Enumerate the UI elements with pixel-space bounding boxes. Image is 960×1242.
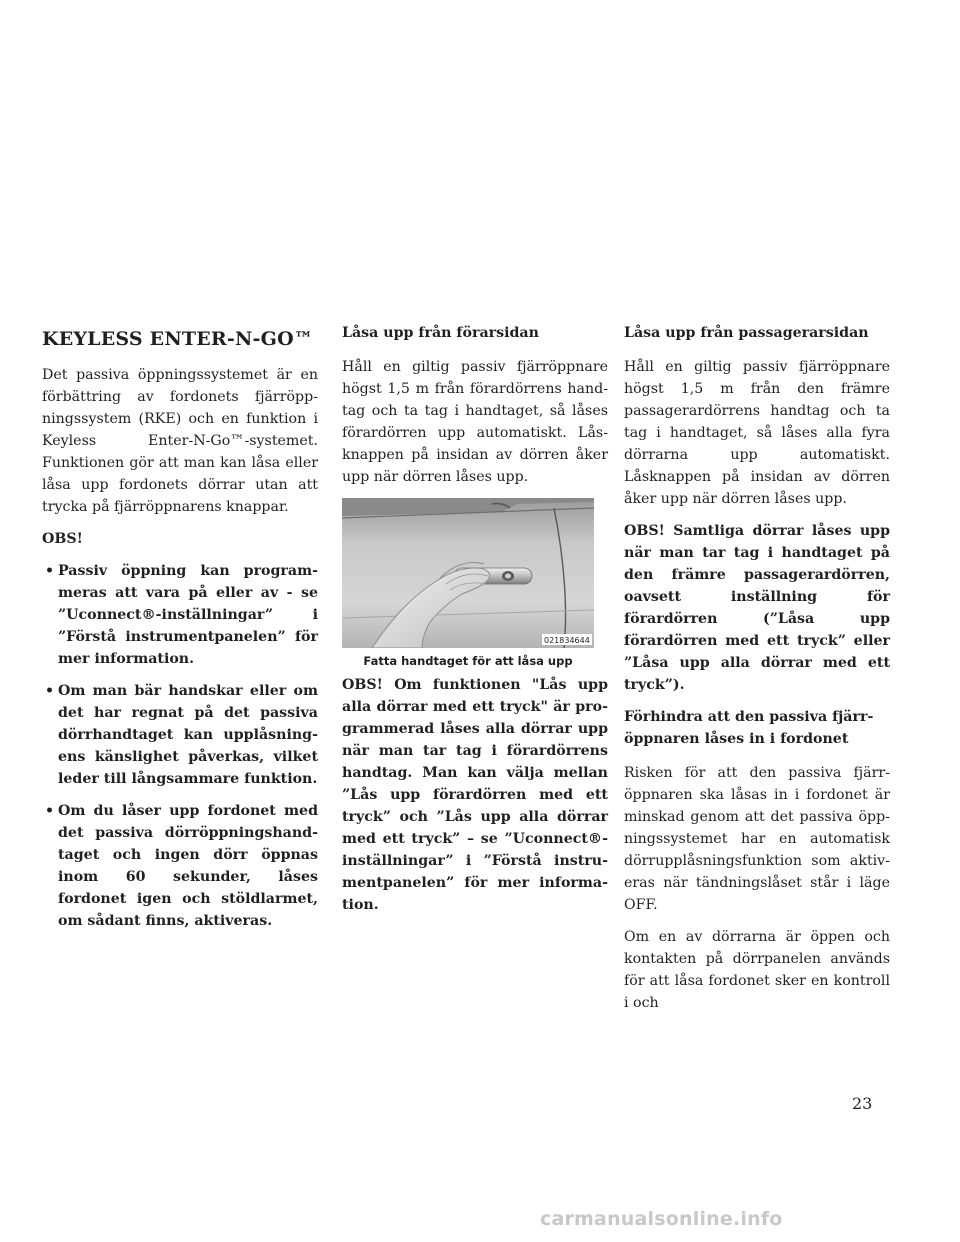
prevent-lockin-paragraph: Risken för att den passiva fjärröppnaren ska låsas in i fordonet är minskad genom att det passiva öppningssystemet har en automatisk dörrupplåsningsfunktion som aktiveras när tändningslåset står i läge OFF. (624, 765, 890, 913)
bullet-item: • Passiv öppning kan programmeras att vara på eller av - se ”Uconnect®-inställningar” i ”Förstå instrumentpanelen” för mer information. (42, 560, 318, 670)
hand-grabbing-handle-illustration (342, 498, 594, 648)
column-right (624, 322, 890, 1024)
section-title: KEYLESS ENTER-N-GO™ (42, 328, 314, 350)
subheading-prevent-lockin: Förhindra att den passiva fjärröppnaren låses in i fordonet (624, 709, 874, 747)
driver-side-note: OBS! Om funktionen "Lås upp alla dörrar med ett tryck" är programmerad låses alla dörrar upp när man tar tag i förardörrens handtag. Man kan välja mellan ”Lås upp förardörren med ett tryck” och ”Lås upp alla dörrar med ett tryck” – se ”Uconnect®-inställningar” i ”Förstå instrumentpanelen” för mer information. (342, 677, 608, 913)
subheading-passenger-side: Låsa upp från passagerarsidan (624, 325, 869, 341)
note-label: OBS! (42, 531, 83, 547)
passenger-side-note: OBS! Samtliga dörrar låses upp när man tar tag i handtaget på den främre passagerardörren, oavsett inställning för förardörren (”Låsa upp förardörren med ett tryck” eller ”Låsa upp alla dörrar med ett tryck”). (624, 523, 890, 693)
bullet-item: • Om man bär handskar eller om det har regnat på det passiva dörrhandtaget kan upplåsningens känslighet påverkas, vilket leder till långsammare funktion. (42, 680, 318, 790)
door-handle-figure (342, 498, 608, 668)
figure-caption: Fatta handtaget för att låsa upp (363, 654, 573, 668)
column-left (42, 322, 318, 942)
bullet-item: • Om du låser upp fordonet med det passiva dörröppningshandtaget och ingen dörr öppnas inom 60 sekunder, låses fordonet igen och stöldlarmet, om sådant finns, aktiveras. (42, 800, 318, 932)
door-open-paragraph: Om en av dörrarna är öppen och kontakten på dörrpanelen används för att låsa fordonet sker en kontroll i och (624, 929, 890, 1011)
subheading-driver-side: Låsa upp från förarsidan (342, 325, 539, 341)
passenger-side-paragraph: Håll en giltig passiv fjärröppnare högst 1,5 m från den främre passagerardörrens handtag och ta tag i handtaget, så låses alla fyra dörrarna upp automatiskt. Låsknappen på insidan av dörren åker upp när dörren låses upp. (624, 359, 890, 507)
figure-code: 021834644 (544, 636, 590, 645)
column-middle (342, 322, 608, 926)
note-bullet-list (42, 560, 318, 932)
driver-side-paragraph: Håll en giltig passiv fjärröppnare högst 1,5 m från förardörrens handtag och ta tag i handtaget, så låses förardörren upp automatiskt. Låsknappen på insidan av dörren åker upp när dörren låses upp. (342, 359, 608, 485)
intro-paragraph: Det passiva öppningssystemet är en förbättring av fordonets fjärröppningssystem (RKE) och en funktion i Keyless Enter-N-Go™-systemet. Funktionen gör att man kan låsa eller låsa upp fordonets dörrar utan att trycka på fjärröppnarens knappar. (42, 367, 318, 515)
page-number: 23 (852, 1094, 873, 1113)
door-handle-photo (342, 498, 594, 648)
watermark: carmanualsonline.info (540, 1208, 783, 1230)
